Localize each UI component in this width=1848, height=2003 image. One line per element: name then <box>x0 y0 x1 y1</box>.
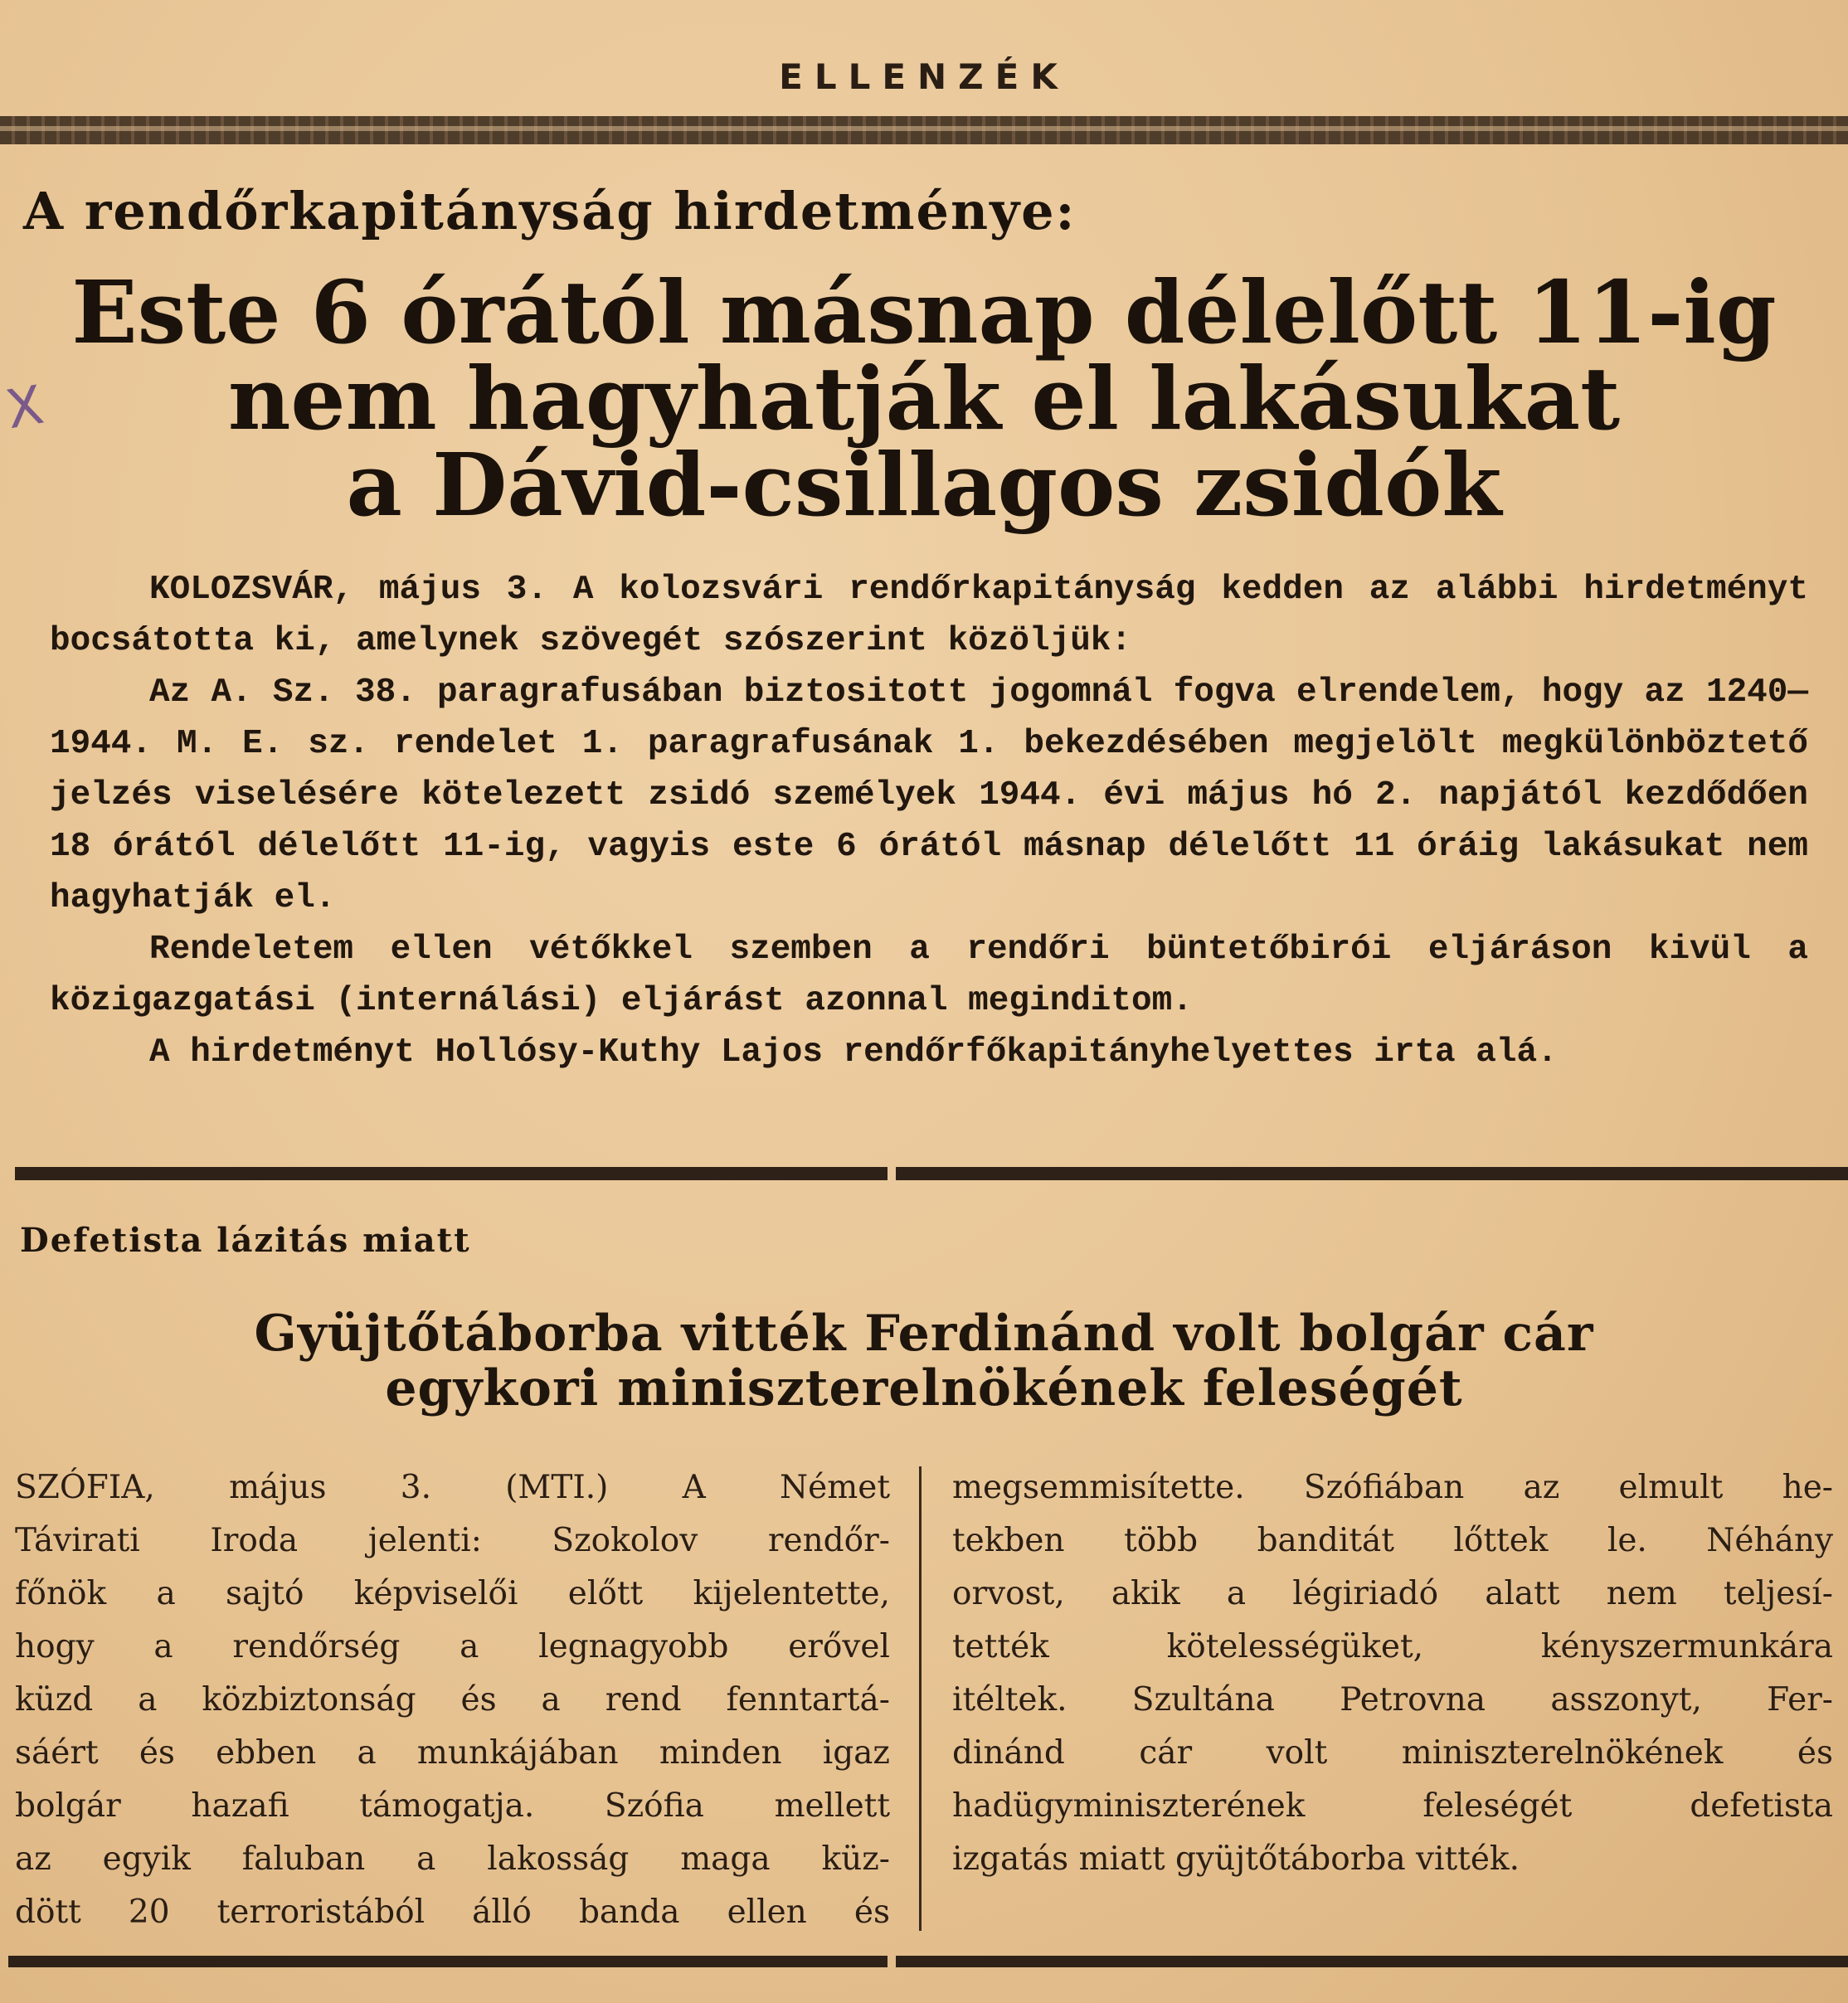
article1-paragraph: Az A. Sz. 38. paragrafusában biztositott jogomnál fogva elrendelem, hogy az 1240—1944. M. E. sz. rendelet 1. paragrafusának 1. bekezdésében megjelölt megkülönböztető jelzés viselésére kötelezett zsidó személyek 1944. évi május hó 2. napjától kezdődően 18 órától délelőtt 11-ig, vagyis este 6 órától másnap délelőtt 11 óráig lakásukat nem hagyhatják el. <box>50 673 1808 917</box>
bottom-rule <box>896 1956 1848 1967</box>
article1-headline-line: nem hagyhatják el lakásukat <box>227 348 1621 450</box>
column-line: tették kötelességüket, kényszermunkára <box>952 1628 1833 1665</box>
column-line: küzd a közbiztonság és a rend fenntartá- <box>15 1681 890 1719</box>
article1-paragraph: KOLOZSVÁR, május 3. A kolozsvári rendőrkapitányság kedden az alábbi hirdetményt bocsátotta ki, amelynek szövegét szószerint közöljük: <box>50 571 1808 660</box>
article2-left-column <box>15 1461 890 1939</box>
column-line: főnök a sajtó képviselői előtt kijelentette, <box>15 1575 890 1612</box>
article1-headline <box>0 261 1848 536</box>
masthead: ELLENZÉK <box>779 56 1069 97</box>
section-rule <box>15 1167 888 1180</box>
article1-headline-line: Este 6 órától másnap délelőtt 11-ig <box>71 261 1777 363</box>
column-line: dött 20 terroristából álló banda ellen és <box>15 1894 890 1931</box>
article1-paragraph: Rendeletem ellen vétőkkel szemben a rendőri büntetőbirói eljáráson kivül a közigazgatási (internálási) eljárást azonnal meginditom. <box>50 931 1808 1020</box>
column-line: itéltek. Szultána Petrovna asszonyt, Fer- <box>952 1681 1833 1719</box>
column-line: izgatás miatt gyüjtőtáborba vitték. <box>952 1840 1520 1878</box>
column-line: az egyik faluban a lakosság maga küz- <box>15 1840 890 1878</box>
bottom-rule <box>8 1956 888 1967</box>
article1-kicker: A rendőrkapitányság hirdetménye: <box>23 181 1077 241</box>
top-rule <box>0 116 1848 144</box>
column-line: dinánd cár volt miniszterelnökének és <box>952 1734 1833 1772</box>
column-line: hadügyminiszterének feleségét defetista <box>952 1787 1833 1825</box>
column-line: orvost, akik a légiriadó alatt nem teljesí- <box>952 1575 1833 1612</box>
article2-right-column <box>952 1461 1833 1886</box>
article1-paragraph: A hirdetményt Hollósy-Kuthy Lajos rendőrfőkapitányhelyettes irta alá. <box>149 1033 1558 1072</box>
marginal-mark: X <box>1 374 48 442</box>
column-line: Távirati Iroda jelenti: Szokolov rendőr- <box>15 1522 890 1559</box>
article1-headline-line: a Dávid-csillagos zsidók <box>346 434 1502 536</box>
article1-body <box>50 564 1808 1078</box>
article2-headline-line: Gyüjtőtáborba vitték Ferdinánd volt bolgár cár <box>254 1305 1594 1363</box>
column-line: hogy a rendőrség a legnagyobb erővel <box>15 1628 890 1665</box>
column-line: sáért és ebben a munkájában minden igaz <box>15 1734 890 1772</box>
column-line: megsemmisítette. Szófiában az elmult he- <box>952 1469 1833 1506</box>
article2-headline-line: egykori miniszterelnökének feleségét <box>385 1359 1463 1417</box>
column-divider <box>919 1466 922 1931</box>
section-rule <box>896 1167 1848 1180</box>
article2-headline <box>0 1306 1848 1416</box>
article2-kicker: Defetista lázitás miatt <box>20 1221 471 1260</box>
column-line: bolgár hazafi támogatja. Szófia mellett <box>15 1787 890 1825</box>
column-line: tekben több banditát lőttek le. Néhány <box>952 1522 1833 1559</box>
column-line: SZÓFIA, május 3. (MTI.) A Német <box>15 1469 890 1506</box>
